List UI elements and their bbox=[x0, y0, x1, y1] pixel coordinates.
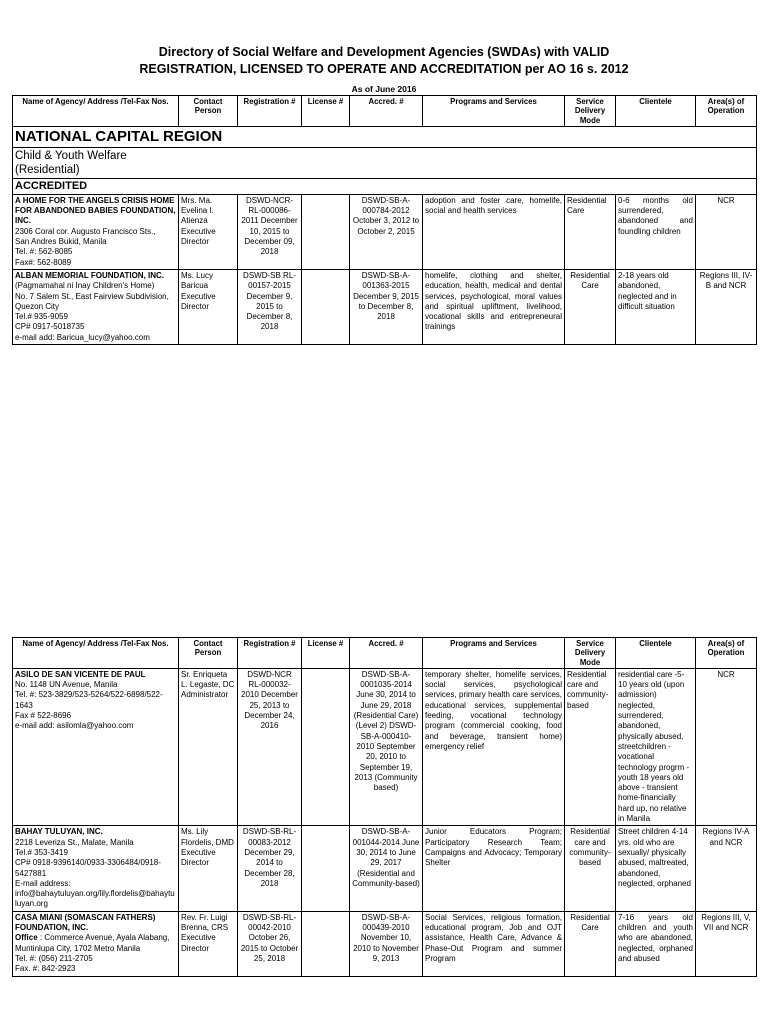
agency-cell bbox=[13, 826, 179, 911]
agency-name: BAHAY TULUYAN, INC. bbox=[15, 827, 103, 837]
registration-number: DSWD-NCR RL-000032-2010 December 25, 2013 to December 24, 2016 bbox=[238, 668, 302, 825]
header-registration: Registration # bbox=[238, 96, 302, 127]
table-row bbox=[13, 911, 757, 976]
header-clientele: Clientele bbox=[616, 638, 696, 669]
agency-address: San Andres Bukid, Manila bbox=[15, 237, 107, 247]
agency-fax: Fax # 522-8696 bbox=[15, 711, 72, 721]
region-title: NATIONAL CAPITAL REGION bbox=[13, 126, 757, 147]
license-number bbox=[302, 911, 350, 976]
registration-number: DSWD-SB-RL-00083-2012 December 29, 2014 to December 28, 2018 bbox=[238, 826, 302, 911]
header-accred: Accred. # bbox=[350, 96, 423, 127]
registration-number: DSWD-SB RL-00157-2015 December 9, 2015 to December 8, 2018 bbox=[238, 269, 302, 344]
agency-address: 2306 Coral cor. Augusto Francisco Sts., bbox=[15, 226, 156, 236]
header-license: License # bbox=[302, 638, 350, 669]
programs-services: homelife, clothing and shelter, education, health, medical and dental services, psychological, moral values and spiritual upliftment, livelihood, vocational skills and entrepreneural trainings bbox=[423, 269, 565, 344]
delivery-mode: Residential Care bbox=[565, 269, 616, 344]
header-delivery: Service Delivery Mode bbox=[565, 638, 616, 669]
agency-email: e-mail add: Baricua_lucy@yahoo.com bbox=[15, 332, 150, 342]
agency-address: 2218 Leveriza St., Malate, Manila bbox=[15, 837, 134, 847]
table-row bbox=[13, 668, 757, 825]
status-title: ACCREDITED bbox=[13, 178, 757, 194]
header-license: License # bbox=[302, 96, 350, 127]
agency-tel: Tel. #: 523-3829/523-5264/522-6898/522-1643 bbox=[15, 690, 163, 710]
contact-person: Ms. Lily Flordelis, DMD Executive Director bbox=[179, 826, 238, 911]
license-number bbox=[302, 826, 350, 911]
document-title-line1: Directory of Social Welfare and Development Agencies (SWDAs) with VALID bbox=[158, 45, 610, 59]
header-row bbox=[13, 638, 757, 669]
header-accred: Accred. # bbox=[350, 638, 423, 669]
area-of-operation: NCR bbox=[696, 668, 757, 825]
agency-address: No. 1148 UN Avenue, Manila bbox=[15, 680, 118, 690]
table-row bbox=[13, 269, 757, 344]
agency-tel: Tel.# 353-3419 bbox=[15, 847, 68, 857]
office-label: Office bbox=[15, 933, 38, 943]
agency-address: (Pagmamahal ni Inay Children's Home) bbox=[15, 281, 155, 291]
header-row bbox=[13, 96, 757, 127]
region-row bbox=[13, 126, 757, 147]
agency-cp: CP# 0918-9396140/0933-3306484/0918-5427881 bbox=[15, 858, 161, 878]
header-registration: Registration # bbox=[238, 638, 302, 669]
agency-tel: Tel.# 935-9059 bbox=[15, 312, 68, 322]
registration-number: DSWD-SB-RL-00042-2010 October 26, 2015 to October 25, 2018 bbox=[238, 911, 302, 976]
agency-fax: Fax. #: 842-2923 bbox=[15, 964, 76, 974]
agency-address: No. 7 Salem St., East Fairview Subdivision, Quezon City bbox=[15, 291, 169, 311]
delivery-mode: Residential care and community-based bbox=[565, 826, 616, 911]
agency-email: e-mail add: asilomla@yahoo.com bbox=[15, 721, 134, 731]
header-clientele: Clientele bbox=[616, 96, 696, 127]
contact-person: Rev. Fr. Luigi Brenna, CRS Executive Director bbox=[179, 911, 238, 976]
license-number bbox=[302, 668, 350, 825]
license-number bbox=[302, 194, 350, 269]
contact-person: Sr. Enriqueta L. Legaste, DC Administrator bbox=[179, 668, 238, 825]
area-of-operation: Regions IV-A and NCR bbox=[696, 826, 757, 911]
header-area: Area(s) of Operation bbox=[696, 96, 757, 127]
header-contact: Contact Person bbox=[179, 638, 238, 669]
status-row bbox=[13, 178, 757, 194]
agency-cp: CP# 0917-5018735 bbox=[15, 322, 85, 332]
sector-row bbox=[13, 147, 757, 178]
agency-name: ASILO DE SAN VICENTE DE PAUL bbox=[15, 669, 146, 679]
accred-number: DSWD-SB-A-000439-2010 November 10, 2010 to November 9, 2013 bbox=[350, 911, 423, 976]
area-of-operation: NCR bbox=[696, 194, 757, 269]
header-programs: Programs and Services bbox=[423, 638, 565, 669]
agency-fax: Fax#: 562-8089 bbox=[15, 257, 72, 267]
clientele: residential care -5-10 years old (upon admission) neglected, surrendered, abandoned, physically abused, streetchildren - vocational technology progrm - youth 18 years old above - transient home-financially hard up, no relative in Manila bbox=[616, 668, 696, 825]
table-row bbox=[13, 194, 757, 269]
as-of-date: As of June 2016 bbox=[351, 84, 417, 94]
registration-number: DSWD-NCR-RL-000086-2011 December 10, 2015 to December 09, 2018 bbox=[238, 194, 302, 269]
programs-services: Junior Educators Program; Participatory Research Team; Campaigns and Advocacy; Temporary Shelter bbox=[423, 826, 565, 911]
programs-services: Social Services, religious formation, educational program, Job and OJT assistance, Health Care, Advance & Phase-Out Program and summer Program bbox=[423, 911, 565, 976]
header-programs: Programs and Services bbox=[423, 96, 565, 127]
accred-number: DSWD-SB-A-000784-2012 October 3, 2012 to October 2, 2015 bbox=[350, 194, 423, 269]
header-contact: Contact Person bbox=[179, 96, 238, 127]
area-of-operation: Regions III, V, VII and NCR bbox=[696, 911, 757, 976]
delivery-mode: Residential Care bbox=[565, 911, 616, 976]
agency-tel: Tel. #: (056) 211-2705 bbox=[15, 953, 93, 963]
contact-person: Ms. Lucy Baricua Executive Director bbox=[179, 269, 238, 344]
delivery-mode: Residential care and community-based bbox=[565, 668, 616, 825]
license-number bbox=[302, 269, 350, 344]
clientele: 7-16 years old children and youth who are abandoned, neglected, orphaned and abused bbox=[616, 911, 696, 976]
clientele: Street children 4-14 yrs. old who are sexually/ physically abused, maltreated, abandoned, neglected, orphaned bbox=[616, 826, 696, 911]
agency-tel: Tel. #: 562-8085 bbox=[15, 247, 73, 257]
contact-person: Mrs. Ma. Evelina I. Atienza Executive Director bbox=[179, 194, 238, 269]
clientele: 2-18 years old abandoned, neglected and in difficult situation bbox=[616, 269, 696, 344]
agency-address-text: : Commerce Avenue, Ayala Alabang, Muntinlupa City, 1702 Metro Manila bbox=[15, 933, 170, 953]
agency-address bbox=[15, 933, 176, 954]
header-area: Area(s) of Operation bbox=[696, 638, 757, 669]
document-title-line2: REGISTRATION, LICENSED TO OPERATE AND ACCREDITATION per AO 16 s. 2012 bbox=[139, 62, 629, 76]
clientele: 0-6 months old surrendered, abandoned and foundling children bbox=[616, 194, 696, 269]
agency-name: CASA MIANI (SOMASCAN FATHERS) FOUNDATION, INC. bbox=[15, 912, 156, 933]
sector-title: Child & Youth Welfare (Residential) bbox=[13, 147, 757, 178]
agency-cell bbox=[13, 911, 179, 976]
programs-services: adoption and foster care, homelife, social and health services bbox=[423, 194, 565, 269]
header-delivery: Service Delivery Mode bbox=[565, 96, 616, 127]
agency-cell bbox=[13, 269, 179, 344]
directory-table-page1 bbox=[12, 95, 757, 345]
agency-cell bbox=[13, 194, 179, 269]
header-name: Name of Agency/ Address /Tel-Fax Nos. bbox=[13, 638, 179, 669]
agency-cell bbox=[13, 668, 179, 825]
accred-number: DSWD-SB-A-001044-2014 June 30, 2014 to June 29, 2017 (Residential and Community-based) bbox=[350, 826, 423, 911]
area-of-operation: Regions III, IV-B and NCR bbox=[696, 269, 757, 344]
agency-name: A HOME FOR THE ANGELS CRISIS HOME FOR ABANDONED BABIES FOUNDATION, INC. bbox=[15, 195, 176, 226]
programs-services: temporary shelter, homelife services, social services, psychological services, primary health care services, educational services, supplemental feeding, vocational technology program (commercial cooking, food and beverage, transient home) emergency relief bbox=[423, 668, 565, 825]
table-row bbox=[13, 826, 757, 911]
header-name: Name of Agency/ Address /Tel-Fax Nos. bbox=[13, 96, 179, 127]
accred-number: DSWD-SB-A-001363-2015 December 9, 2015 to December 8, 2018 bbox=[350, 269, 423, 344]
accred-number: DSWD-SB-A-0001035-2014 June 30, 2014 to June 29, 2018 (Residential Care) (Level 2) DSWD-SB-A-000410-2010 September 20, 2010 to September 19, 2013 (Community based) bbox=[350, 668, 423, 825]
agency-email: E-mail address: info@bahaytuluyan.org/lily.flordelis@bahaytuluyan.org bbox=[15, 878, 175, 909]
directory-table-page2 bbox=[12, 637, 757, 977]
agency-name: ALBAN MEMORIAL FOUNDATION, INC. bbox=[15, 270, 165, 280]
delivery-mode: Residential Care bbox=[565, 194, 616, 269]
